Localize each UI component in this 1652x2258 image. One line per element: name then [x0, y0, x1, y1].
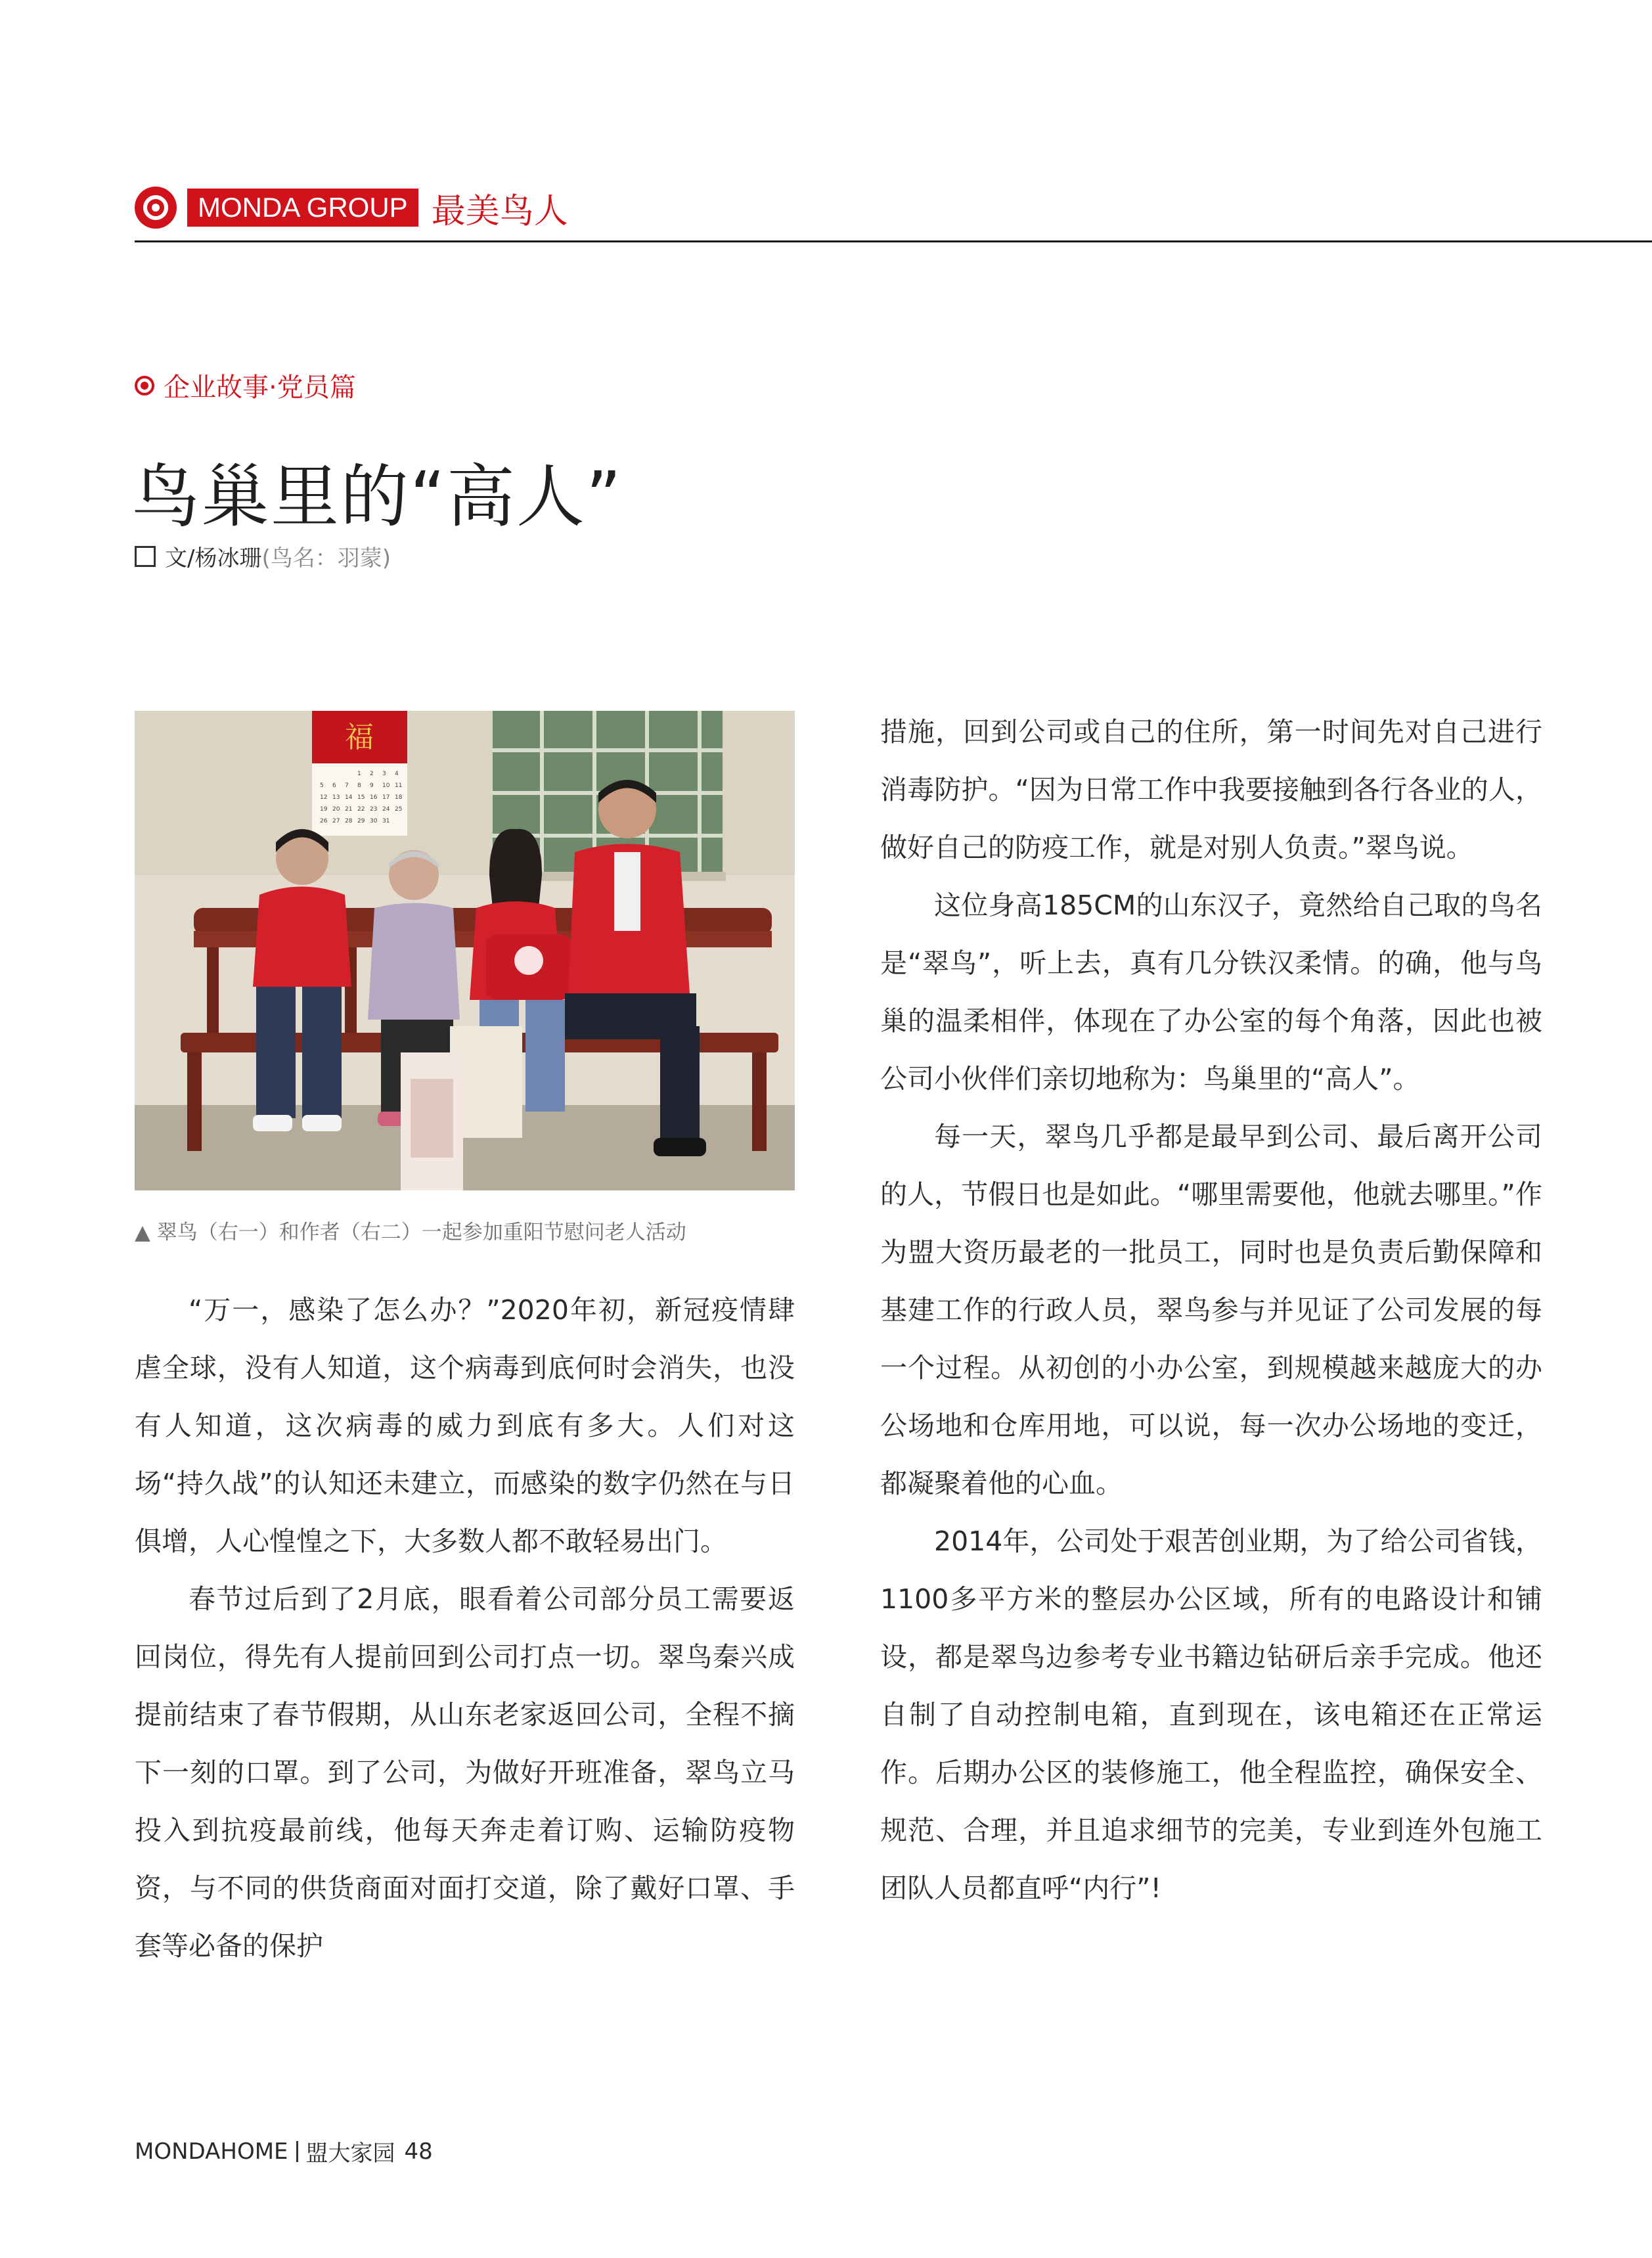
- page-number: 48: [404, 2138, 433, 2165]
- calendar-day: 5: [320, 782, 324, 789]
- article-title: 鸟巢里的“高人”: [131, 457, 623, 537]
- calendar-day: 7: [345, 782, 349, 789]
- calendar-day: 12: [320, 794, 328, 801]
- magazine-name: MONDAHOME: [135, 2138, 288, 2165]
- calendar-day: 11: [395, 782, 403, 789]
- calendar-day: 26: [320, 818, 328, 824]
- photo-caption: ▲ 翠鸟（右一）和作者（右二）一起参加重阳节慰问老人活动: [135, 1221, 686, 1244]
- author-bird-name: (鸟名：羽蒙): [261, 545, 391, 572]
- page-footer: [135, 2135, 433, 2167]
- byline: [135, 540, 391, 572]
- category-label: 企业故事·党员篇: [164, 373, 356, 403]
- brand-label: MONDA GROUP: [187, 189, 418, 227]
- calendar-day: 2: [370, 771, 374, 777]
- calendar-day: 9: [370, 782, 374, 789]
- calendar-day: 10: [382, 782, 390, 789]
- calendar-day: 28: [345, 818, 353, 824]
- paragraph: “万一，感染了怎么办？”2020年初，新冠疫情肆虐全球，没有人知道，这个病毒到底何时会消失，也没有人知道，这次病毒的威力到底有多大。人们对这场“持久战”的认知还未建立，而感染的数字仍然在与日俱增，人心惶惶之下，大多数人都不敢轻易出门。: [135, 1294, 795, 1557]
- calendar-day: 8: [357, 782, 361, 789]
- monda-logo-icon: [135, 187, 177, 229]
- calendar-day: 20: [332, 806, 340, 813]
- calendar-day: 23: [370, 806, 378, 813]
- paragraph: 措施，回到公司或自己的住所，第一时间先对自己进行消毒防护。“因为日常工作中我要接触到各行各业的人，做好自己的防疫工作，就是对别人负责。”翠鸟说。: [880, 716, 1542, 863]
- paragraph: 这位身高185CM的山东汉子，竟然给自己取的鸟名是“翠鸟”，听上去，真有几分铁汉柔情。的确，他与鸟巢的温柔相伴，体现在了办公室的每个角落，因此也被公司小伙伴们亲切地称为：鸟巢里的“高人”。: [880, 890, 1542, 1095]
- calendar-day: 27: [332, 818, 340, 824]
- paragraph: 春节过后到了2月底，眼看着公司部分员工需要返回岗位，得先有人提前回到公司打点一切。翠鸟秦兴成提前结束了春节假期，从山东老家返回公司，全程不摘下一刻的口罩。到了公司，为做好开班准备，翠鸟立马投入到抗疫最前线，他每天奔走着订购、运输防疫物资，与不同的供货商面对面打交道，除了戴好口罩、手套等必备的保护: [135, 1583, 795, 1962]
- calendar-day: 13: [332, 794, 340, 801]
- calendar-day: 16: [370, 794, 378, 801]
- header-divider: [135, 240, 1652, 242]
- body-left-column: [135, 1281, 795, 1975]
- calendar-day: 1: [357, 771, 361, 777]
- calendar-day: 21: [345, 806, 353, 813]
- calendar-day: 19: [320, 806, 328, 813]
- paragraph: 每一天，翠鸟几乎都是最早到公司、最后离开公司的人，节假日也是如此。“哪里需要他，他就去哪里。”作为盟大资历最老的一批员工，同时也是负责后勤保障和基建工作的行政人员，翠鸟参与并见证了公司发展的每一个过程。从初创的小办公室，到规模越来越庞大的办公场地和仓库用地，可以说，每一次办公场地的变迁，都凝聚着他的心血。: [880, 1121, 1542, 1499]
- calendar-day: 4: [395, 771, 399, 777]
- article-photo: [135, 711, 795, 1190]
- magazine-name-cn: 盟大家园: [305, 2140, 395, 2167]
- calendar-day: 14: [345, 794, 353, 801]
- svg-text:福: 福: [345, 721, 374, 754]
- body-right-column: [880, 703, 1542, 1917]
- article-category: [135, 367, 356, 404]
- author-name: 文/杨冰珊: [165, 545, 262, 572]
- page-header: [135, 181, 568, 234]
- calendar-day: 29: [357, 818, 365, 824]
- square-box-icon: [135, 546, 156, 567]
- calendar-day: 30: [370, 818, 378, 824]
- calendar-day: 17: [382, 794, 390, 801]
- calendar-day: 24: [382, 806, 390, 813]
- calendar-day: 6: [332, 782, 336, 789]
- section-title: 最美鸟人: [431, 191, 568, 231]
- calendar-day: 18: [395, 794, 403, 801]
- calendar-day: 22: [357, 806, 365, 813]
- calendar-day: 31: [382, 818, 390, 824]
- calendar-day: 25: [395, 806, 403, 813]
- calendar-day: 3: [382, 771, 386, 777]
- calendar-day: 15: [357, 794, 365, 801]
- paragraph: 2014年，公司处于艰苦创业期，为了给公司省钱，1100多平方米的整层办公区域，所有的电路设计和铺设，都是翠鸟边参考专业书籍边钻研后亲手完成。他还自制了自动控制电箱，直到现在，该电箱还在正常运作。后期办公区的装修施工，他全程监控，确保安全、规范、合理，并且追求细节的完美，专业到连外包施工团队人员都直呼“内行”!: [880, 1525, 1542, 1904]
- footer-divider: [296, 2141, 298, 2162]
- target-bullet-icon: [135, 376, 154, 395]
